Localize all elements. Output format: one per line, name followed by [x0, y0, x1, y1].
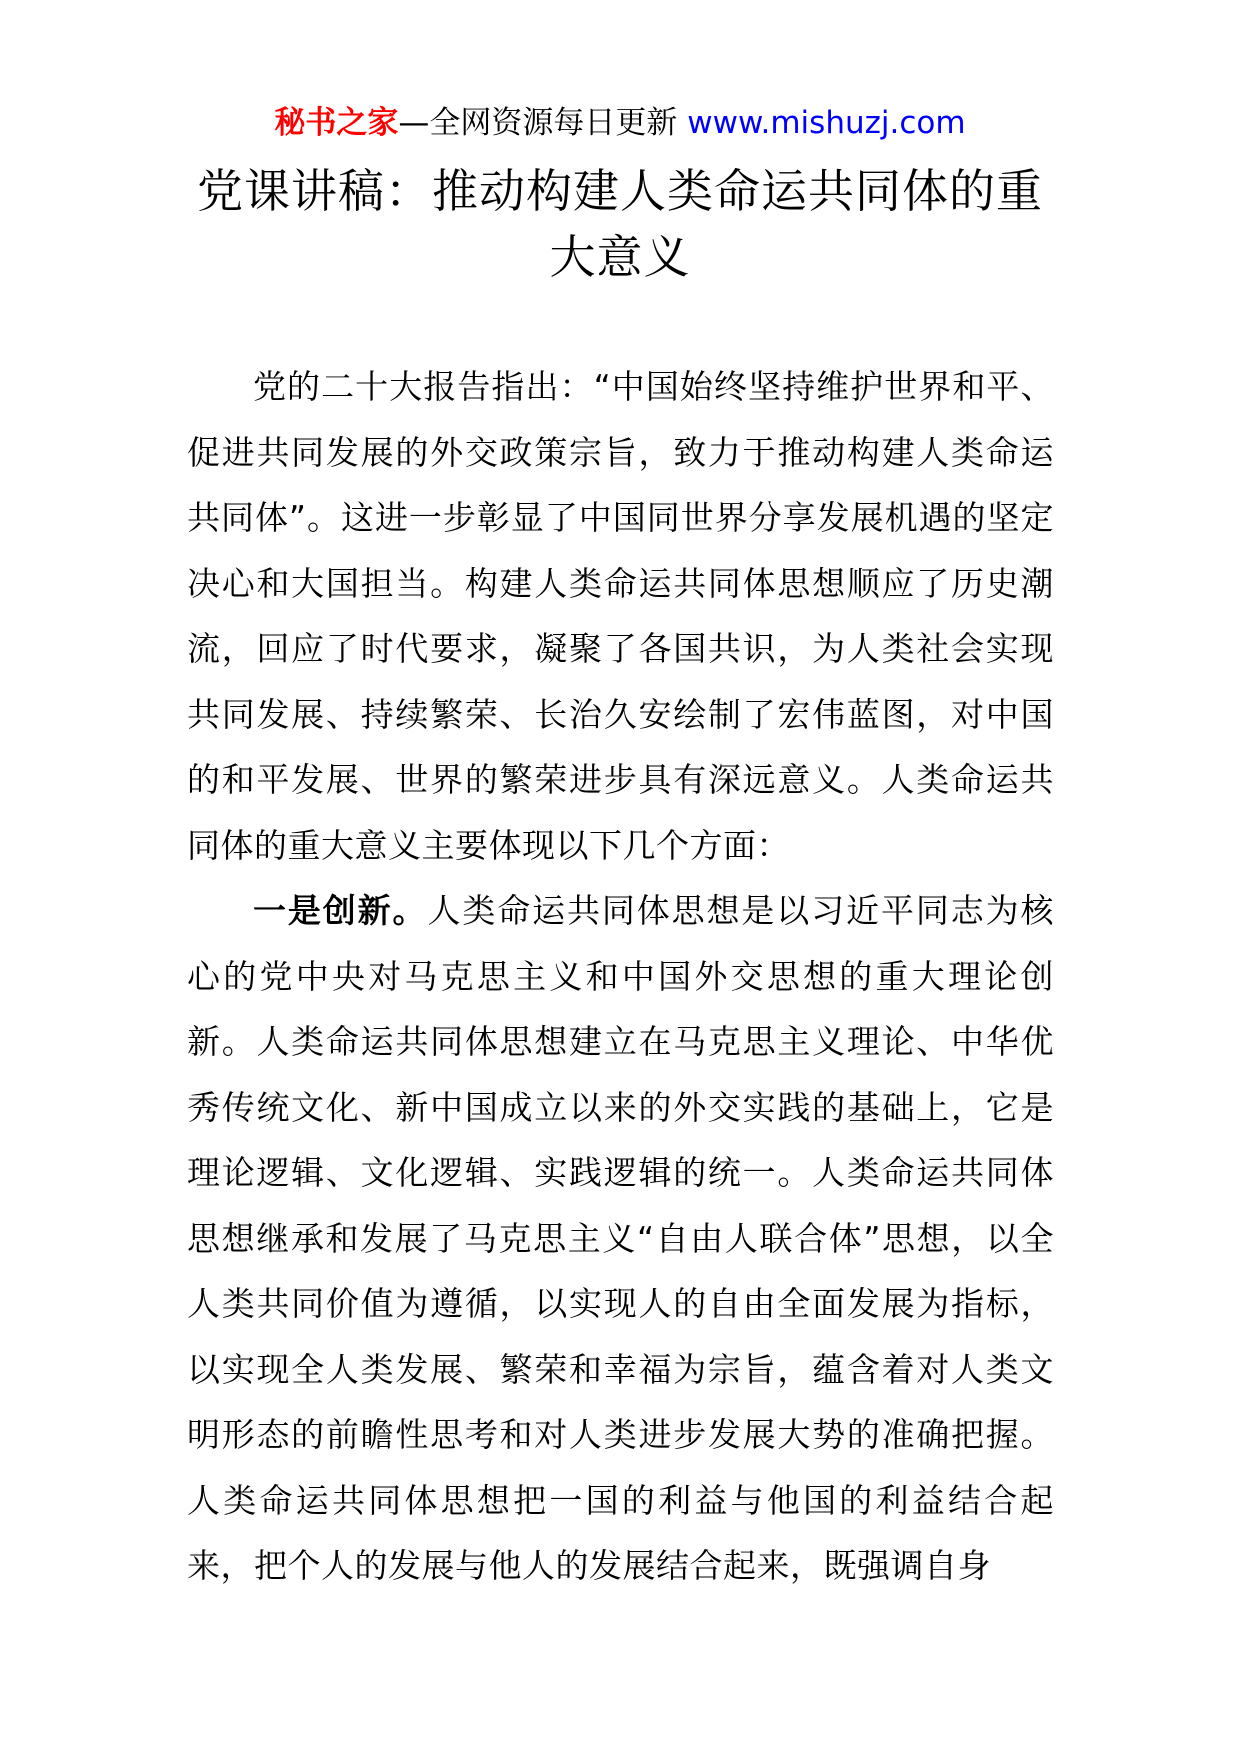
paragraph-intro: [187, 354, 1054, 878]
document-body: [187, 354, 1054, 1599]
site-header: [0, 100, 1240, 146]
document-title: 党课讲稿：推动构建人类命运共同体的重大意义: [197, 164, 1043, 284]
brand-name: 秘书之家: [274, 105, 399, 141]
paragraph-text: 人类命运共同体思想是以习近平同志为核心的党中央对马克思主义和中国外交思想的重大理论创新。人类命运共同体思想建立在马克思主义理论、中华优秀传统文化、新中国成立以来的外交实践的基础上，它是理论逻辑、文化逻辑、实践逻辑的统一。人类命运共同体思想继承和发展了马克思主义“自由人联合体”思想，以全人类共同价值为遵循，以实现人的自由全面发展为指标，以实现全人类发展、繁荣和幸福为宗旨，蕴含着对人类文明形态的前瞻性思考和对人类进步发展大势的准确把握。人类命运共同体思想把一国的利益与他国的利益结合起来，把个人的发展与他人的发展结合起来，既强调自身: [187, 891, 1055, 1585]
paragraph-text: 党的二十大报告指出：“中国始终坚持维护世界和平、促进共同发展的外交政策宗旨，致力于推动构建人类命运共同体”。这进一步彰显了中国同世界分享发展机遇的坚定决心和大国担当。构建人类命运共同体思想顺应了历史潮流，回应了时代要求，凝聚了各国共识，为人类社会实现共同发展、持续繁荣、长治久安绘制了宏伟蓝图，对中国的和平发展、世界的繁荣进步具有深远意义。人类命运共同体的重大意义主要体现以下几个方面：: [187, 367, 1054, 865]
paragraph-lead: 一是创新。: [253, 891, 428, 930]
paragraph-innovation: [187, 878, 1054, 1599]
header-slogan: —全网资源每日更新: [398, 105, 688, 141]
site-url-link[interactable]: www.mishuzj.com: [687, 105, 966, 141]
